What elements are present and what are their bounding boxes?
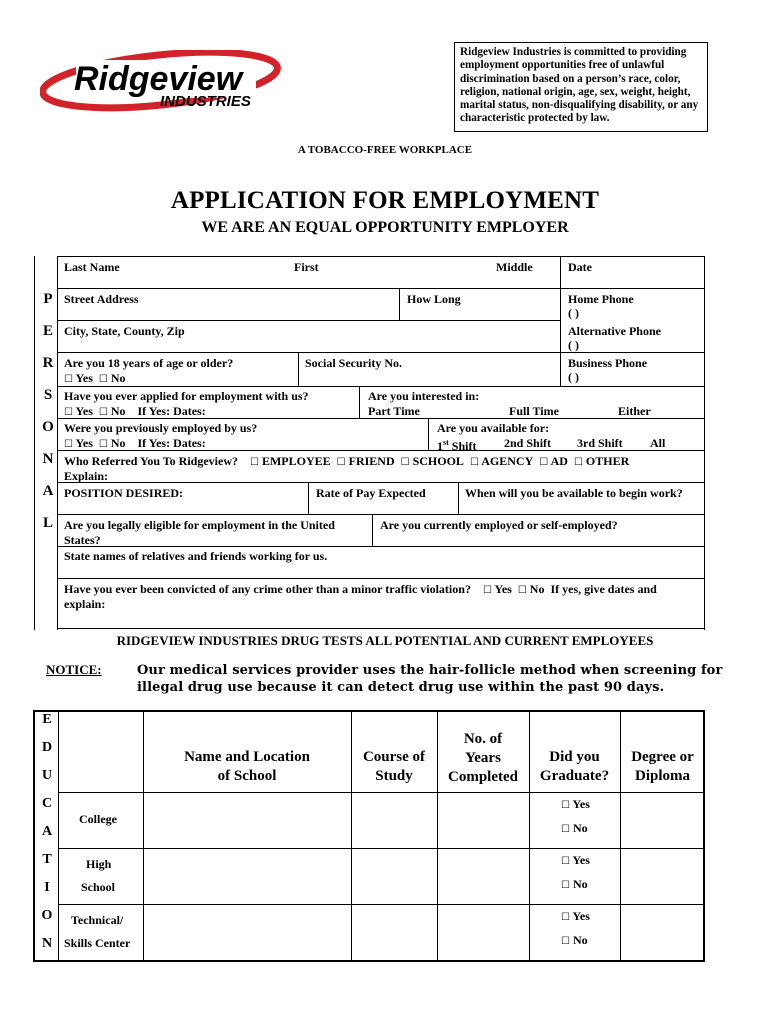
row-college-label: College xyxy=(79,812,117,826)
row-high-label-2: School xyxy=(81,880,116,894)
middle-name-field[interactable]: Middle xyxy=(496,260,533,274)
checkbox-icon[interactable]: ☐ xyxy=(400,457,410,468)
checkbox-icon[interactable]: ☐ xyxy=(64,374,73,385)
ridgeview-logo xyxy=(40,50,290,114)
col-header-degree: Degree or Diploma xyxy=(631,749,694,784)
checkbox-icon[interactable]: ☐ xyxy=(250,457,259,468)
side-letter: A xyxy=(42,483,54,499)
full-time-option[interactable]: Full Time xyxy=(509,404,559,418)
side-letter: E xyxy=(42,712,52,727)
high-graduate-no[interactable]: ☐ No xyxy=(561,877,588,891)
available-begin-field[interactable]: When will you be available to begin work? xyxy=(465,486,683,500)
grid-line xyxy=(57,514,704,515)
applied-before-answer: ☐ Yes ☐ No If Yes: Dates: xyxy=(64,404,206,418)
interested-in-label: Are you interested in: xyxy=(368,389,480,403)
side-letter: T xyxy=(42,852,52,867)
grid-line xyxy=(57,288,704,289)
first-name-field[interactable]: First xyxy=(294,260,319,274)
col-header-graduate: Did you Graduate? xyxy=(539,749,610,784)
checkbox-icon[interactable]: ☐ xyxy=(561,824,570,835)
side-letter: E xyxy=(42,323,53,339)
grid-line xyxy=(58,904,704,905)
side-letter: A xyxy=(41,824,53,839)
grid-line xyxy=(57,546,704,547)
home-phone-parens: ( ) xyxy=(568,306,579,320)
checkbox-icon[interactable]: ☐ xyxy=(98,374,108,385)
notice-label: NOTICE: xyxy=(46,662,102,677)
checkbox-icon[interactable]: ☐ xyxy=(98,407,108,418)
grid-line xyxy=(57,320,560,321)
tech-graduate-yes[interactable]: ☐ Yes xyxy=(561,909,590,923)
row-tech-label-2: Skills Center xyxy=(64,936,131,950)
notice-text: Our medical services provider uses the hair-follicle method when screening for illegal drug use because it can detect drug use within the past 90 days. xyxy=(137,663,723,695)
side-letter: N xyxy=(41,936,53,951)
col-header-course: Course of Study xyxy=(362,749,426,784)
checkbox-icon[interactable]: ☐ xyxy=(64,407,73,418)
alt-phone-parens: ( ) xyxy=(568,338,579,352)
alt-phone-field[interactable]: Alternative Phone xyxy=(568,324,661,338)
drug-test-heading: RIDGEVIEW INDUSTRIES DRUG TESTS ALL POTENTIAL AND CURRENT EMPLOYEES xyxy=(116,633,654,648)
prev-employed-answer: ☐ Yes ☐ No If Yes: Dates: xyxy=(64,436,206,450)
ssn-field[interactable]: Social Security No. xyxy=(305,356,402,370)
side-letter: P xyxy=(43,291,53,307)
referred-explain[interactable]: Explain: xyxy=(64,469,109,483)
age-question: Are you 18 years of age or older? xyxy=(64,356,234,370)
side-letter: O xyxy=(42,419,54,435)
either-option[interactable]: Either xyxy=(618,404,651,418)
legally-eligible-question-cont: States? xyxy=(64,533,101,547)
business-phone-parens: ( ) xyxy=(568,370,579,384)
side-letter: C xyxy=(41,796,53,811)
checkbox-icon[interactable]: ☐ xyxy=(539,457,549,468)
checkbox-icon[interactable]: ☐ xyxy=(573,457,583,468)
available-for-label: Are you available for: xyxy=(437,421,550,435)
position-desired-field[interactable]: POSITION DESIRED: xyxy=(64,486,184,500)
col-header-school: Name and Location of School xyxy=(184,749,310,784)
checkbox-icon[interactable]: ☐ xyxy=(469,457,479,468)
side-letter: O xyxy=(41,908,53,923)
how-long-field[interactable]: How Long xyxy=(407,292,461,306)
grid-line xyxy=(58,848,704,849)
checkbox-icon[interactable]: ☐ xyxy=(561,880,570,891)
side-letter: S xyxy=(43,387,53,403)
age-answer: ☐ Yes ☐ No xyxy=(64,371,126,385)
side-letter: I xyxy=(44,880,50,895)
grid-line xyxy=(372,514,373,546)
checkbox-icon[interactable]: ☐ xyxy=(482,585,492,596)
grid-line xyxy=(298,352,299,386)
referred-question: Who Referred You To Ridgeview? ☐ EMPLOYEE ☐ FRIEND ☐ SCHOOL ☐ AGENCY ☐ AD ☐ OTHER xyxy=(64,454,630,468)
grid-line xyxy=(57,578,704,579)
high-graduate-yes[interactable]: ☐ Yes xyxy=(561,853,590,867)
prev-employed-question: Were you previously employed by us? xyxy=(64,421,258,435)
side-letter: L xyxy=(42,515,53,531)
checkbox-icon[interactable]: ☐ xyxy=(561,912,570,923)
grid-line xyxy=(57,256,58,630)
college-graduate-yes[interactable]: ☐ Yes xyxy=(561,797,590,811)
grid-line xyxy=(58,792,704,793)
currently-employed-question[interactable]: Are you currently employed or self-employed? xyxy=(380,518,618,532)
grid-line xyxy=(57,256,704,257)
page-title: APPLICATION FOR EMPLOYMENT xyxy=(170,187,600,214)
grid-line xyxy=(57,352,704,353)
grid-line xyxy=(560,256,561,386)
grid-line xyxy=(359,386,360,418)
logo-subtext: INDUSTRIES xyxy=(160,93,251,110)
home-phone-field[interactable]: Home Phone xyxy=(568,292,634,306)
part-time-option[interactable]: Part Time xyxy=(368,404,420,418)
side-letter: D xyxy=(41,740,53,755)
rate-of-pay-field[interactable]: Rate of Pay Expected xyxy=(316,486,426,500)
street-address-field[interactable]: Street Address xyxy=(64,292,139,306)
row-tech-label: Technical/ xyxy=(71,913,124,927)
second-shift-option[interactable]: 2nd Shift xyxy=(504,436,552,450)
side-letter: N xyxy=(42,451,54,467)
grid-line xyxy=(458,482,459,514)
checkbox-icon[interactable]: ☐ xyxy=(517,585,527,596)
col-header-years: No. of Years Completed xyxy=(448,731,518,785)
date-field[interactable]: Date xyxy=(568,260,592,274)
grid-line xyxy=(57,628,704,629)
grid-line xyxy=(399,288,400,320)
side-letter: R xyxy=(42,355,54,371)
legally-eligible-question: Are you legally eligible for employment in the United xyxy=(64,518,335,532)
checkbox-icon[interactable]: ☐ xyxy=(561,936,570,947)
row-high-label: High xyxy=(86,857,112,871)
third-shift-option[interactable]: 3rd Shift xyxy=(577,436,623,450)
applied-before-question: Have you ever applied for employment with us? xyxy=(64,389,309,403)
eeo-statement: Ridgeview Industries is committed to providing employment opportunities free of unlawful discrimination based on a person’s race, color, religion, national origin, age, sex, weight, height, marital status, non-disqualifying disability, or any characteristic protected by law. xyxy=(454,42,708,132)
side-letter: U xyxy=(41,768,53,783)
grid-line xyxy=(704,256,705,630)
grid-line xyxy=(308,482,309,514)
tech-graduate-no[interactable]: ☐ No xyxy=(561,933,588,947)
tobacco-free-notice: A TOBACCO-FREE WORKPLACE xyxy=(297,144,473,156)
city-state-field[interactable]: City, State, County, Zip xyxy=(64,324,185,338)
all-shifts-option[interactable]: All xyxy=(650,436,666,450)
checkbox-icon[interactable]: ☐ xyxy=(336,457,346,468)
checkbox-icon[interactable]: ☐ xyxy=(98,439,108,450)
college-graduate-no[interactable]: ☐ No xyxy=(561,821,588,835)
grid-line xyxy=(428,418,429,450)
convicted-explain[interactable]: explain: xyxy=(64,597,106,611)
page-subtitle: WE ARE AN EQUAL OPPORTUNITY EMPLOYER xyxy=(201,219,569,236)
logo-wordmark: Ridgeview xyxy=(74,60,243,98)
relatives-field[interactable]: State names of relatives and friends working for us. xyxy=(64,549,328,563)
checkbox-icon[interactable]: ☐ xyxy=(561,856,570,867)
first-shift-option[interactable]: 1st Shift xyxy=(437,438,477,453)
grid-line xyxy=(34,256,35,630)
business-phone-field[interactable]: Business Phone xyxy=(568,356,648,370)
grid-line xyxy=(57,386,704,387)
checkbox-icon[interactable]: ☐ xyxy=(561,800,570,811)
convicted-question: Have you ever been convicted of any crime other than a minor traffic violation? ☐ Yes ☐ No If yes, give dates and xyxy=(64,582,657,596)
checkbox-icon[interactable]: ☐ xyxy=(64,439,73,450)
grid-line xyxy=(57,482,704,483)
last-name-field[interactable]: Last Name xyxy=(64,260,120,274)
